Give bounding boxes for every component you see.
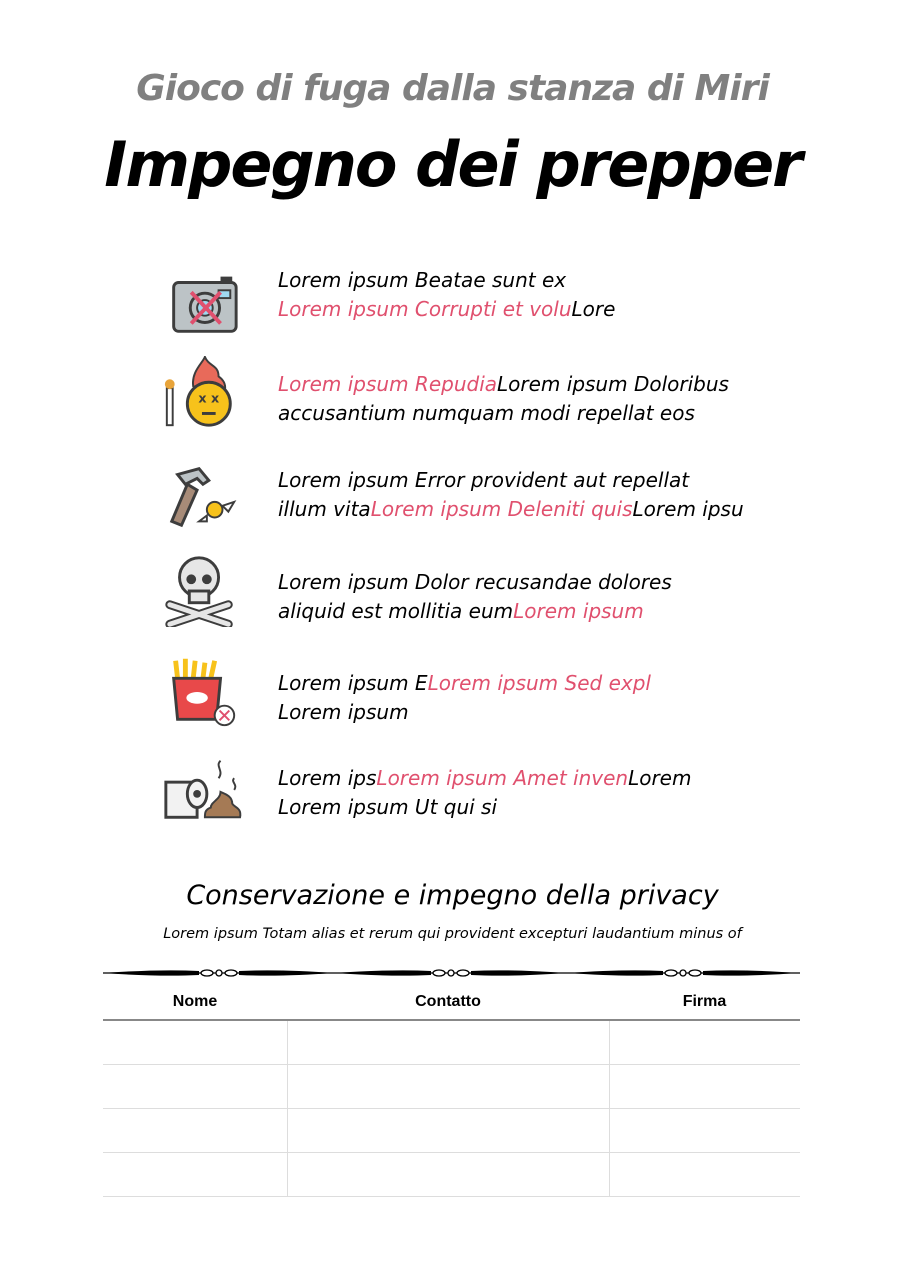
pledge-line <box>278 597 672 626</box>
cell-firma[interactable] <box>609 1020 800 1064</box>
text-segment: aliquid est mollitia eum <box>278 599 514 623</box>
hammer-flying-coin-icon <box>160 460 242 532</box>
cell-nome[interactable] <box>103 1152 287 1196</box>
burning-head-match-icon <box>160 356 242 428</box>
cell-nome[interactable] <box>103 1108 287 1152</box>
cell-nome[interactable] <box>103 1020 287 1064</box>
text-segment: illum vita <box>278 497 371 521</box>
text-segment: Lorem ipsum Beatae sunt ex <box>278 268 567 292</box>
header-firma: Firma <box>609 984 800 1020</box>
no-fries-icon <box>160 656 242 728</box>
pledge-line <box>278 495 744 524</box>
privacy-heading: Conservazione e impegno della privacy <box>186 880 719 911</box>
header-contatto: Contatto <box>287 984 609 1020</box>
page-title: Impegno dei prepper <box>104 128 801 201</box>
text-segment: Lorem ips <box>278 766 377 790</box>
text-segment: Lorem ipsum <box>278 700 409 724</box>
pledge-line <box>278 399 729 428</box>
text-segment: Lorem ipsum Doloribus <box>497 372 729 396</box>
ornamental-divider <box>103 965 800 981</box>
pledge-line <box>278 466 744 495</box>
pledge-item <box>160 356 800 426</box>
pledge-text <box>278 266 615 324</box>
cell-contatto[interactable] <box>287 1108 609 1152</box>
pledge-line <box>278 764 691 793</box>
pledge-item <box>160 266 800 336</box>
pledge-line <box>278 568 672 597</box>
broken-camera-icon <box>160 266 242 338</box>
cell-contatto[interactable] <box>287 1020 609 1064</box>
subtitle: Gioco di fuga dalla stanza di Miri <box>136 68 769 109</box>
privacy-text: Lorem ipsum Totam alias et rerum qui provident excepturi laudantium minus of <box>163 926 742 942</box>
text-segment: Lorem <box>628 766 692 790</box>
signature-table <box>103 984 800 1197</box>
pledge-line <box>278 669 651 698</box>
pledge-line <box>278 370 729 399</box>
pledge-text <box>278 764 691 822</box>
highlight-text: Lorem ipsum <box>513 599 644 623</box>
cell-firma[interactable] <box>609 1108 800 1152</box>
cell-contatto[interactable] <box>287 1064 609 1108</box>
text-segment: Lorem ipsum E <box>278 671 428 695</box>
text-segment: Lorem ipsum Dolor recusandae dolores <box>278 570 672 594</box>
pledge-item <box>160 460 800 530</box>
text-segment: Lorem ipsum Ut qui si <box>278 795 498 819</box>
highlight-text: Lorem ipsum Deleniti quis <box>370 497 633 521</box>
pledge-text <box>278 568 672 626</box>
pledge-line <box>278 295 615 324</box>
skull-crossbones-icon <box>160 555 242 627</box>
table-row <box>103 1064 800 1108</box>
pledge-line <box>278 793 691 822</box>
pledge-text <box>278 669 651 727</box>
text-segment: Lorem ipsu <box>632 497 744 521</box>
text-segment: Lore <box>571 297 616 321</box>
pledge-line <box>278 698 651 727</box>
cell-nome[interactable] <box>103 1064 287 1108</box>
highlight-text: Lorem ipsum Corrupti et volu <box>278 297 572 321</box>
text-segment: Lorem ipsum Error provident aut repellat <box>278 468 690 492</box>
cell-contatto[interactable] <box>287 1152 609 1196</box>
pledge-item <box>160 656 800 726</box>
pledge-text <box>278 370 729 428</box>
text-segment: accusantium numquam modi repellat eos <box>278 401 695 425</box>
cell-firma[interactable] <box>609 1152 800 1196</box>
header-nome: Nome <box>103 984 287 1020</box>
table-row <box>103 1020 800 1064</box>
pledge-line <box>278 266 615 295</box>
highlight-text: Lorem ipsum Sed expl <box>427 671 651 695</box>
table-row <box>103 1152 800 1196</box>
pledge-item <box>160 555 800 625</box>
highlight-text: Lorem ipsum Repudia <box>278 372 498 396</box>
table-row <box>103 1108 800 1152</box>
svg-text:x x: x x <box>198 390 220 406</box>
toilet-paper-poop-icon <box>160 752 242 824</box>
cell-firma[interactable] <box>609 1064 800 1108</box>
highlight-text: Lorem ipsum Amet inven <box>376 766 629 790</box>
pledge-item <box>160 752 800 822</box>
pledge-text <box>278 466 744 524</box>
